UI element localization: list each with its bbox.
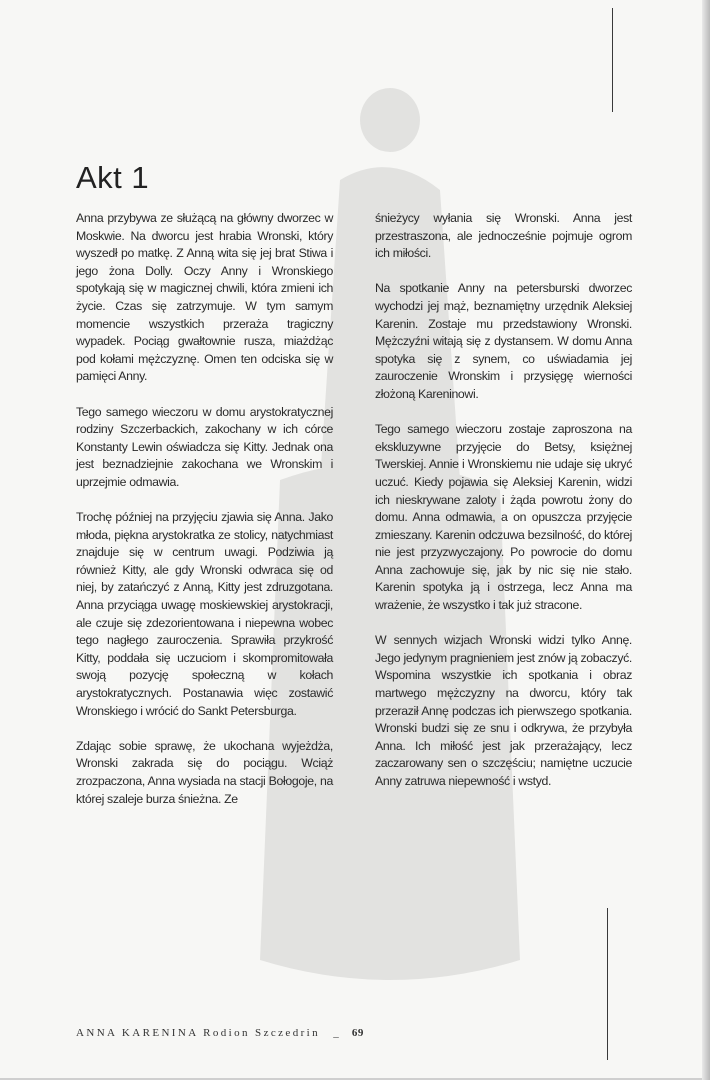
footer-author: Rodion Szczedrin [203, 1027, 321, 1039]
text-column-left [76, 210, 333, 826]
paragraph: śnieżycy wyłania się Wronski. Anna jest przestraszona, ale jednocześnie pojmuje ogrom ich miłości. [375, 211, 632, 261]
paragraph: Zdając sobie sprawę, że ukochana wyjeżdża, Wronski zakrada się do pociągu. Wciąż zrozpaczona, Anna wysiada na stacji Bołogoje, na której szaleje burza śnieżna. Ze [76, 738, 333, 806]
paragraph: Tego samego wieczoru zostaje zaproszona na ekskluzywne przyjęcie do Betsy, księżnej Twerskiej. Annie i Wronskiemu nie udaje się ukryć uczuć. Kiedy pojawia się Aleksiej Karenin, widzi ich nieskrywane zaloty i żąda powrotu żony do domu. Anna odmawia, a on opuszcza przyjęcie zmieszany. Karenin odczuwa bezsilność, do której nie jest przyzwyczajony. Po powrocie do domu Anna zachowuje się, jak by nic się nie stało. Karenin spotyka ją i ostrzega, lecz Anna ma wrażenie, że wszystko i tak już stracone. [375, 422, 632, 613]
margin-rule-bottom [607, 908, 608, 1060]
footer-book-title: ANNA KARENINA [76, 1027, 198, 1039]
page-edge-shadow [702, 0, 710, 1080]
paragraph: Na spotkanie Anny na petersburski dworzec wychodzi jej mąż, beznamiętny urzędnik Aleksiej Karenin. Zostaje mu przedstawiony Wronski. Mężczyźni witają się z dystansem. W domu Anna spotyka się z synem, co uświadamia jej zauroczenie Wronskim i przysięgę wierności złożoną Kareninowi. [375, 281, 632, 401]
running-footer [76, 1027, 364, 1039]
margin-rule-top [612, 8, 613, 112]
text-column-right [375, 210, 632, 808]
paragraph: Trochę później na przyjęciu zjawia się Anna. Jako młoda, piękna arystokratka ze stolicy, natychmiast znajduje się w centrum uwagi. Podziwia ją również Kitty, ale gdy Wronski odwraca się od niej, by zatańczyć z Anną, Kitty jest zdruzgotana. Anna przyciąga uwagę moskiewskiej arystokracji, ale czuje się zdezorientowana i niepewna wobec tego nagłego zauroczenia. Sprawiła przykrość Kitty, poddała się uczuciom i skompromitowała swoją pozycję społeczną w kołach arystokratycznych. Postanawia więc zostawić Wronskiego i wrócić do Sankt Petersburga. [76, 510, 333, 718]
paragraph: Tego samego wieczoru w domu arystokratycznej rodziny Szczerbackich, zakochany w ich córce Konstanty Lewin oświadcza się Kitty. Jednak ona jest beznadziejnie zakochana we Wronskim i uprzejmie odmawia. [76, 404, 333, 489]
paragraph: Anna przybywa ze służącą na główny dworzec w Moskwie. Na dworcu jest hrabia Wronski, który wyszedł po matkę. Z Anną wita się jej brat Stiwa i jego żona Dolly. Oczy Anny i Wronskiego spotykają się w magicznej chwili, która zmieni ich życie. Czas się zatrzymuje. W tym samym momencie wszystkich przeraża tragiczny wypadek. Pociąg gwałtownie rusza, miażdżąc pod kołami mężczyznę. Omen ten odciska się w pamięci Anny. [76, 211, 333, 384]
paragraph: W sennych wizjach Wronski widzi tylko Annę. Jego jedynym pragnieniem jest znów ją zobaczyć. Wspomina wszystkie ich spotkania i obraz martwego mężczyzny na dworcu, który tak przeraził Annę podczas ich pierwszego spotkania. Wronski budzi się ze snu i odkrywa, że przybyła Anna. Ich miłość jest jak przerażający, lecz zaczarowany sen o szczęściu; namiętne uczucie Anny zatruwa niepewność i wstyd. [375, 633, 632, 788]
footer-separator: _ [333, 1027, 339, 1039]
page-number: 69 [351, 1027, 364, 1039]
page-title: Akt 1 [76, 160, 150, 195]
